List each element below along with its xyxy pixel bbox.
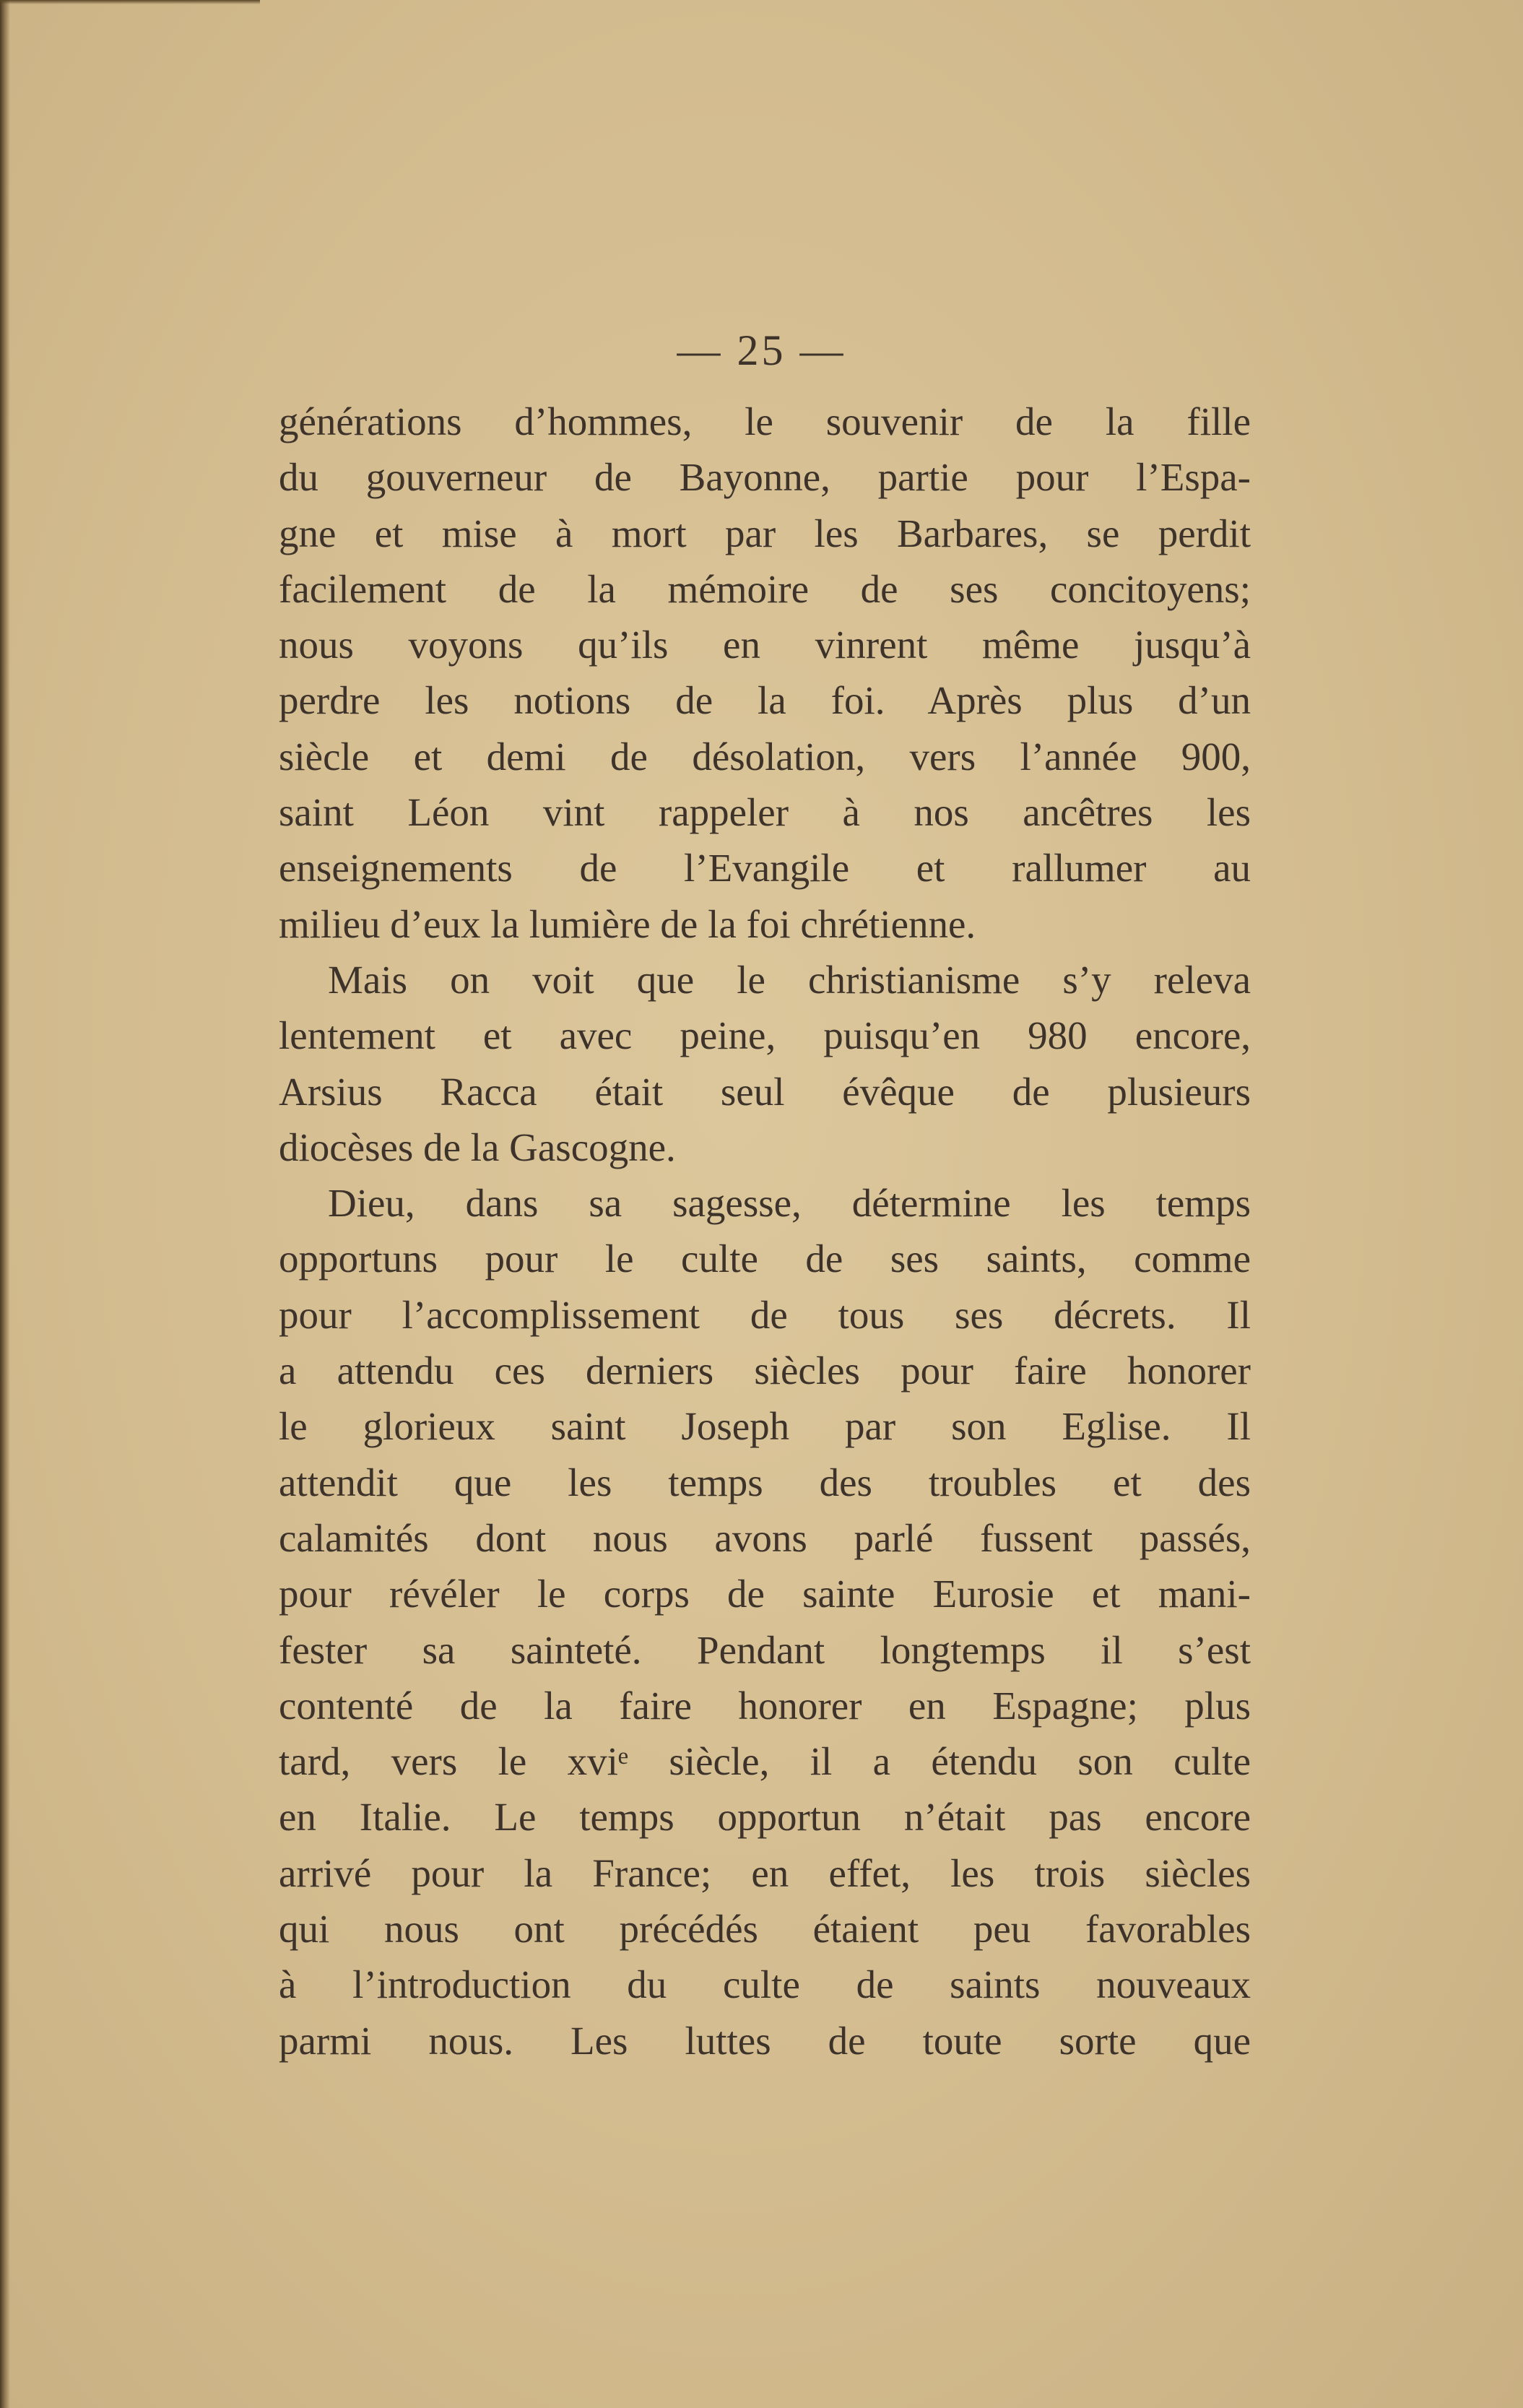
text-line: pour l’accomplissement de tous ses décrets. Il [279, 1292, 1251, 1337]
text-line: arrivé pour la France; en effet, les trois siècles [279, 1850, 1251, 1895]
text-line: diocèses de la Gascogne. [279, 1125, 676, 1169]
text-line: Arsius Racca était seul évêque de plusieurs [279, 1069, 1251, 1114]
text-line: pour révéler le corps de sainte Eurosie et mani- [279, 1572, 1251, 1616]
text-line: perdre les notions de la foi. Après plus d’un [279, 678, 1251, 723]
text-line: siècle et demi de désolation, vers l’année 900, [279, 734, 1251, 779]
text-line: tard, vers le xviᵉ siècle, il a étendu son culte [279, 1739, 1251, 1784]
text-line: calamités dont nous avons parlé fussent passés, [279, 1515, 1251, 1560]
text-line: contenté de la faire honorer en Espagne; plus [279, 1683, 1251, 1728]
text-line: parmi nous. Les luttes de toute sorte que [279, 2018, 1251, 2063]
page-number: — 25 — [677, 326, 846, 374]
text-line: Mais on voit que le christianisme s’y releva [328, 957, 1251, 1002]
text-line: opportuns pour le culte de ses saints, comme [279, 1237, 1251, 1281]
text-line: du gouverneur de Bayonne, partie pour l’Espa- [279, 455, 1251, 500]
text-line: enseignements de l’Evangile et rallumer au [279, 846, 1251, 891]
text-line: fester sa sainteté. Pendant longtemps il s’est [279, 1627, 1251, 1672]
text-line: attendit que les temps des troubles et des [279, 1460, 1251, 1504]
body-text [279, 394, 1251, 2069]
text-line: saint Léon vint rappeler à nos ancêtres les [279, 790, 1251, 835]
text-line: qui nous ont précédés étaient peu favorables [279, 1907, 1251, 1952]
text-line: lentement et avec peine, puisqu’en 980 encore, [279, 1013, 1251, 1058]
text-line: facilement de la mémoire de ses concitoyens; [279, 566, 1251, 611]
text-line: gne et mise à mort par les Barbares, se perdit [279, 511, 1251, 555]
text-line: en Italie. Le temps opportun n’était pas encore [279, 1795, 1251, 1840]
page-top-edge [0, 0, 260, 4]
text-line: générations d’hommes, le souvenir de la fille [279, 399, 1251, 443]
text-line: le glorieux saint Joseph par son Eglise. Il [279, 1404, 1251, 1449]
text-line: milieu d’eux la lumière de la foi chrétienne. [279, 901, 976, 946]
text-line: nous voyons qu’ils en vinrent même jusqu’à [279, 623, 1251, 667]
text-line: à l’introduction du culte de saints nouveaux [279, 1962, 1251, 2007]
text-line: Dieu, dans sa sagesse, détermine les temps [328, 1181, 1251, 1226]
text-line: a attendu ces derniers siècles pour faire honorer [279, 1348, 1251, 1393]
